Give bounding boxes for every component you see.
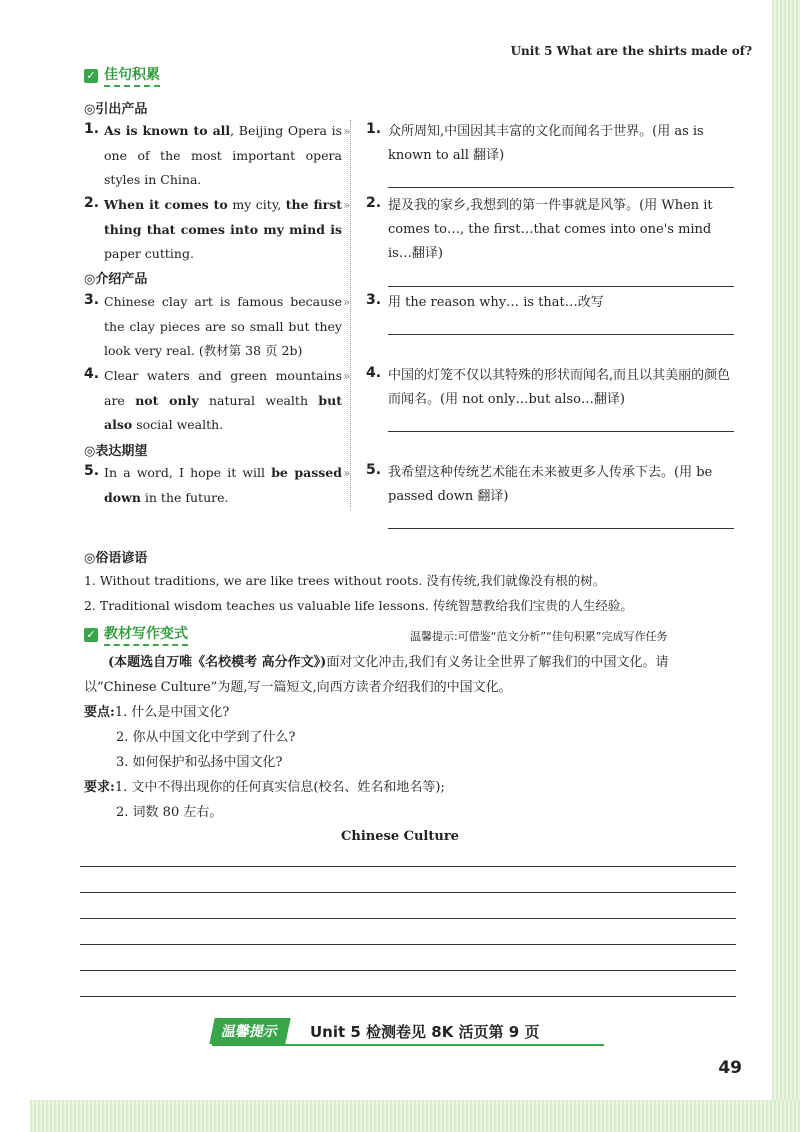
right-item-4: 4. 中国的灯笼不仅以其特殊的形状而闻名,而且以其美丽的颜色而闻名。(用 not only…but also…翻译) [366,365,731,407]
essay-title: Chinese Culture [341,829,459,844]
left-item-1: 1. As is known to all, Beijing Opera is one of the most important opera styles in China. [84,121,343,187]
right-item-2: 2. 提及我的家乡,我想到的第一件事就是风筝。(用 When it comes to…, the first…that comes into one's mind is…翻译) [366,195,713,261]
answer-line-2[interactable] [388,286,734,287]
answer-line-1[interactable] [388,187,734,188]
proverb-1: 1. Without traditions, we are like trees without roots. 没有传统,我们就像没有根的树。 [84,573,606,588]
writing-line[interactable] [80,944,736,945]
arrow-icon: » [343,295,351,309]
running-header: Unit 5 What are the shirts made of? [510,44,752,58]
tip-banner [212,1018,604,1046]
left-item-5: 5. In a word, I hope it will be passed down in the future. [84,463,342,505]
writing-line[interactable] [80,866,736,867]
subheading-express-hope: ◎表达期望 [84,444,148,459]
writing-points: 要点:1. 什么是中国文化? 2. 你从中国文化中学到了什么? 3. 如何保护和弘扬中国文化? 要求:1. 文中不得出现你的任何真实信息(校名、姓名和地名等); 2. 词数 80 左右。 [84,705,445,820]
check-icon: ✓ [84,628,98,642]
page-number: 49 [718,1058,742,1078]
writing-line[interactable] [80,970,736,971]
tip-badge: 温馨提示 [209,1018,291,1044]
page-bottom-decoration [30,1100,800,1132]
writing-line[interactable] [80,892,736,893]
writing-line[interactable] [80,918,736,919]
check-icon: ✓ [84,69,98,83]
tip-text: Unit 5 检测卷见 8K 活页第 9 页 [310,1022,540,1041]
arrow-icon: » [343,198,351,212]
left-item-3: 3. Chinese clay art is famous because the clay pieces are so small but they look very real. (教材第 38 页 2b) [84,292,342,358]
arrow-icon: » [343,369,351,383]
left-item-4: 4. Clear waters and green mountains are not only natural wealth but also social wealth. [84,366,342,432]
right-item-1: 1. 众所周知,中国因其丰富的文化而闻名于世界。(用 as is known to all 翻译) [366,121,704,163]
right-item-3: 3. 用 the reason why… is that…改写 [366,292,604,310]
arrow-icon: » [343,124,351,138]
subheading-describe-product: ◎介绍产品 [84,272,148,287]
answer-line-4[interactable] [388,431,734,432]
writing-line[interactable] [80,996,736,997]
left-item-2: 2. When it comes to my city, the first thing that comes into my mind is paper cutting. [84,195,343,261]
answer-line-3[interactable] [388,334,734,335]
writing-hint: 温馨提示:可借鉴“范文分析”“佳句积累”完成写作任务 [410,630,668,643]
writing-prompt: (本题选自万唯《名校模考 高分作文》)面对文化冲击,我们有义务让全世界了解我们的中国文化。请以“Chinese Culture”为题,写一篇短文,向西方读者介绍我们的中国文化。 [84,655,669,695]
arrow-icon: » [343,466,351,480]
right-item-5: 5. 我希望这种传统艺术能在未来被更多人传承下去。(用 be passed down 翻译) [366,462,713,504]
proverb-2: 2. Traditional wisdom teaches us valuable life lessons. 传统智慧教给我们宝贵的人生经验。 [84,598,633,613]
page-edge-decoration [772,0,800,1100]
subheading-introduce-product: ◎引出产品 [84,102,148,117]
section-title-sentences: ✓ 佳句积累 [84,64,160,87]
section-title-writing: ✓ 教材写作变式 [84,623,188,646]
column-divider [350,120,351,510]
subheading-proverbs: ◎俗语谚语 [84,551,148,566]
answer-line-5[interactable] [388,528,734,529]
